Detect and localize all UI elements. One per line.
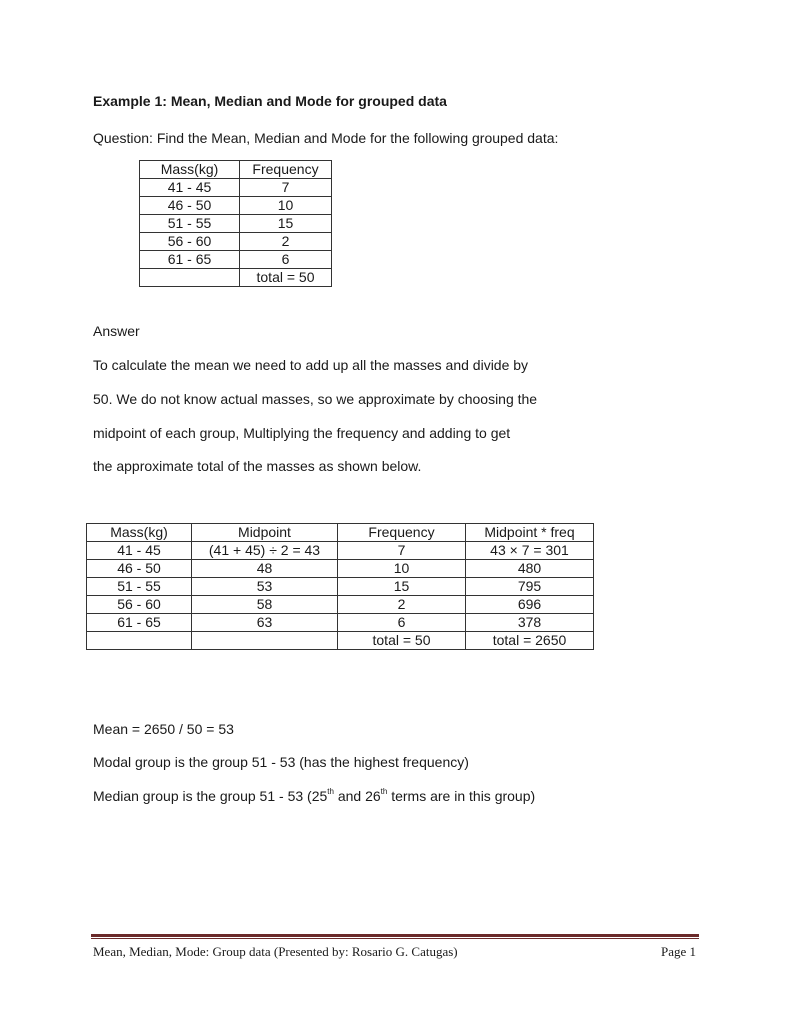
paragraph-line: 50. We do not know actual masses, so we approximate by choosing the	[93, 391, 538, 407]
table-cell: 15	[240, 215, 332, 233]
table-cell: 48	[192, 560, 338, 578]
table-cell: 51 - 55	[140, 215, 240, 233]
table-cell: 51 - 55	[87, 578, 192, 596]
table-cell: 2	[240, 233, 332, 251]
question-text: Question: Find the Mean, Median and Mode for the following grouped data:	[93, 130, 559, 146]
table-cell: (41 + 45) ÷ 2 = 43	[192, 542, 338, 560]
footer-rule-thick	[91, 934, 699, 937]
table-cell: total = 50	[240, 269, 332, 287]
median-text: and 26	[333, 788, 381, 804]
table-row	[140, 251, 332, 269]
header-frequency: Frequency	[338, 524, 466, 542]
table-cell: 61 - 65	[87, 614, 192, 632]
table-cell: 378	[466, 614, 594, 632]
page-number: Page 1	[660, 944, 696, 959]
median-text: Median group is the group 51 - 53 (25	[93, 788, 328, 804]
table-row	[87, 542, 594, 560]
table-cell: 46 - 50	[87, 560, 192, 578]
table-cell: 7	[240, 179, 332, 197]
modal-result: Modal group is the group 51 - 53 (has the highest frequency)	[93, 754, 469, 770]
footer-rule-thin	[91, 938, 699, 939]
header-midpoint: Midpoint	[192, 524, 338, 542]
answer-label: Answer	[93, 323, 140, 339]
table-row	[140, 179, 332, 197]
table-row	[87, 614, 594, 632]
table-cell: 53	[192, 578, 338, 596]
table-cell: 795	[466, 578, 594, 596]
table-header-row	[87, 524, 594, 542]
table-row	[140, 233, 332, 251]
median-result	[93, 788, 535, 804]
footer-title: Mean, Median, Mode: Group data (Presented by: Rosario G. Catugas)	[93, 944, 458, 959]
table-total-row	[140, 269, 332, 287]
table-total-row	[87, 632, 594, 650]
table-cell: 58	[192, 596, 338, 614]
paragraph-line: To calculate the mean we need to add up all the masses and divide by	[93, 357, 529, 373]
mean-result: Mean = 2650 / 50 = 53	[93, 721, 234, 737]
median-text: terms are in this group)	[387, 788, 536, 804]
table-cell: 41 - 45	[140, 179, 240, 197]
page-title: Example 1: Mean, Median and Mode for grouped data	[93, 93, 447, 109]
paragraph-line: the approximate total of the masses as shown below.	[93, 458, 422, 474]
table-row	[87, 596, 594, 614]
table-cell	[192, 632, 338, 650]
table-cell: 6	[240, 251, 332, 269]
table-cell: 15	[338, 578, 466, 596]
header-midpoint-freq: Midpoint * freq	[466, 524, 594, 542]
header-mass: Mass(kg)	[140, 161, 240, 179]
ordinal-suffix: th	[380, 787, 388, 796]
table-cell: 63	[192, 614, 338, 632]
table-row	[87, 560, 594, 578]
table-cell: 10	[240, 197, 332, 215]
table-cell: 43 × 7 = 301	[466, 542, 594, 560]
header-frequency: Frequency	[240, 161, 332, 179]
table-cell: 56 - 60	[140, 233, 240, 251]
table-cell	[87, 632, 192, 650]
table-cell: total = 50	[338, 632, 466, 650]
table-row	[140, 197, 332, 215]
table-cell: 2	[338, 596, 466, 614]
table-row	[140, 215, 332, 233]
table-cell: 41 - 45	[87, 542, 192, 560]
table-cell: 696	[466, 596, 594, 614]
frequency-table	[139, 160, 332, 287]
table-row	[87, 578, 594, 596]
table-cell: 56 - 60	[87, 596, 192, 614]
header-mass: Mass(kg)	[87, 524, 192, 542]
midpoint-table	[86, 523, 594, 650]
table-cell	[140, 269, 240, 287]
paragraph-line: midpoint of each group, Multiplying the frequency and adding to get	[93, 425, 511, 441]
table-cell: 61 - 65	[140, 251, 240, 269]
table-header-row	[140, 161, 332, 179]
table-cell: total = 2650	[466, 632, 594, 650]
table-cell: 6	[338, 614, 466, 632]
ordinal-suffix: th	[327, 787, 334, 796]
table-cell: 480	[466, 560, 594, 578]
table-cell: 7	[338, 542, 466, 560]
table-cell: 10	[338, 560, 466, 578]
table-cell: 46 - 50	[140, 197, 240, 215]
